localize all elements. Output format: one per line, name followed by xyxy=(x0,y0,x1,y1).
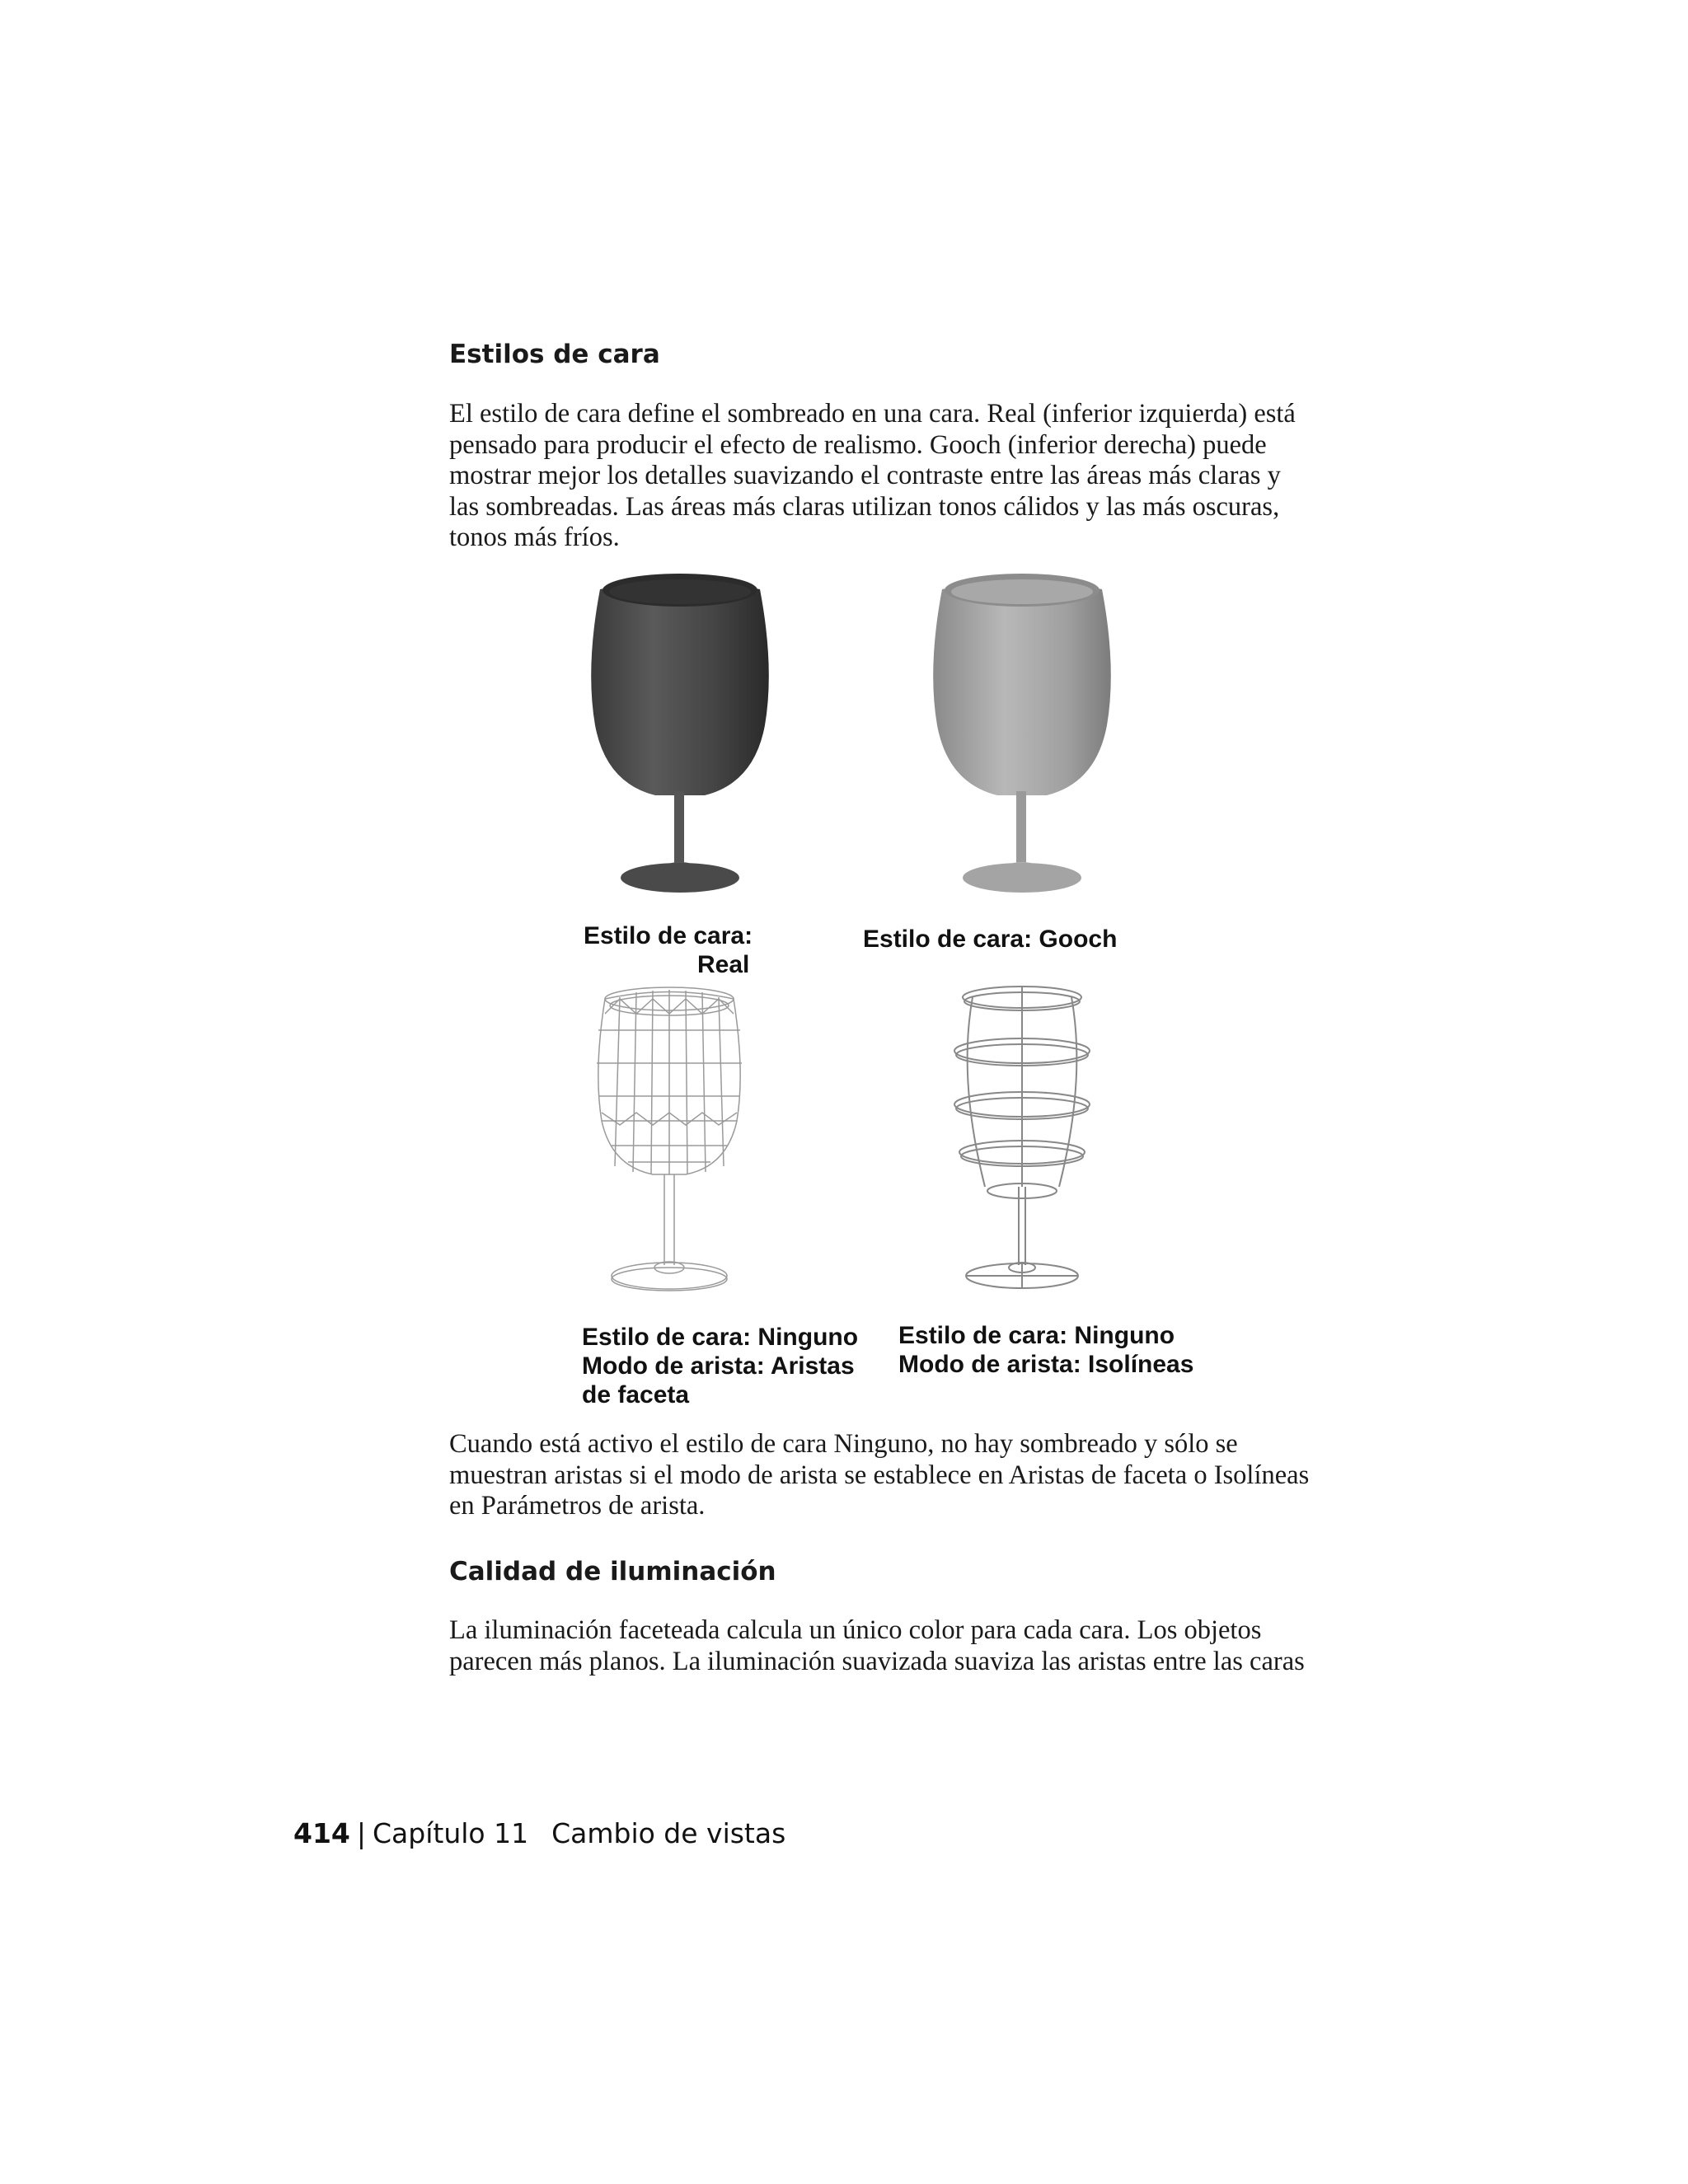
footer-separator: | xyxy=(356,1817,367,1849)
label-real-line1: Estilo de cara: xyxy=(584,922,753,949)
paragraph-none-style xyxy=(449,1429,1323,1522)
chapter-title: Cambio de vistas xyxy=(551,1817,786,1849)
paragraph-line: tonos más fríos. xyxy=(449,523,620,552)
glass-real-image xyxy=(577,569,783,898)
heading-text: Calidad de iluminación xyxy=(449,1557,776,1586)
paragraph-lighting-quality xyxy=(449,1615,1323,1677)
glass-facet-edges-image xyxy=(595,981,743,1294)
glass-isolines-image xyxy=(940,981,1104,1294)
paragraph-line: parecen más planos. La iluminación suavizada suaviza las aristas entre las caras xyxy=(449,1646,1305,1676)
paragraph-line: las sombreadas. Las áreas más claras utilizan tonos cálidos y las más oscuras, xyxy=(449,491,1280,522)
label-iso-line2: Modo de arista: Isolíneas xyxy=(898,1351,1194,1378)
label-facet-line1: Estilo de cara: Ninguno xyxy=(582,1324,859,1351)
glass-gooch-image xyxy=(919,569,1125,898)
paragraph-line: Cuando está activo el estilo de cara Ninguno, no hay sombreado y sólo se xyxy=(449,1429,1238,1459)
paragraph-face-styles xyxy=(449,399,1323,554)
paragraph-line: en Parámetros de arista. xyxy=(449,1491,706,1521)
paragraph-line: La iluminación faceteada calcula un único color para cada cara. Los objetos xyxy=(449,1615,1262,1645)
section-heading-estilos xyxy=(449,338,1323,371)
page-footer xyxy=(293,1817,785,1849)
chapter-number: Capítulo 11 xyxy=(373,1817,529,1849)
label-gooch: Estilo de cara: Gooch xyxy=(863,926,1118,953)
heading-text: Estilos de cara xyxy=(449,340,660,369)
paragraph-line: mostrar mejor los detalles suavizando el contraste entre las áreas más claras y xyxy=(449,461,1281,490)
label-facet-line3: de faceta xyxy=(582,1381,690,1408)
section-heading-calidad xyxy=(449,1555,1323,1588)
paragraph-line: muestran aristas si el modo de arista se establece en Aristas de faceta o Isolíneas xyxy=(449,1460,1310,1490)
label-real-line2: Real xyxy=(697,951,750,978)
label-facet-line2: Modo de arista: Aristas xyxy=(582,1352,855,1380)
page-number: 414 xyxy=(293,1817,350,1849)
label-iso-line1: Estilo de cara: Ninguno xyxy=(898,1322,1175,1349)
paragraph-line: El estilo de cara define el sombreado en una cara. Real (inferior izquierda) está xyxy=(449,399,1296,429)
paragraph-line: pensado para producir el efecto de realismo. Gooch (inferior derecha) puede xyxy=(449,429,1267,460)
